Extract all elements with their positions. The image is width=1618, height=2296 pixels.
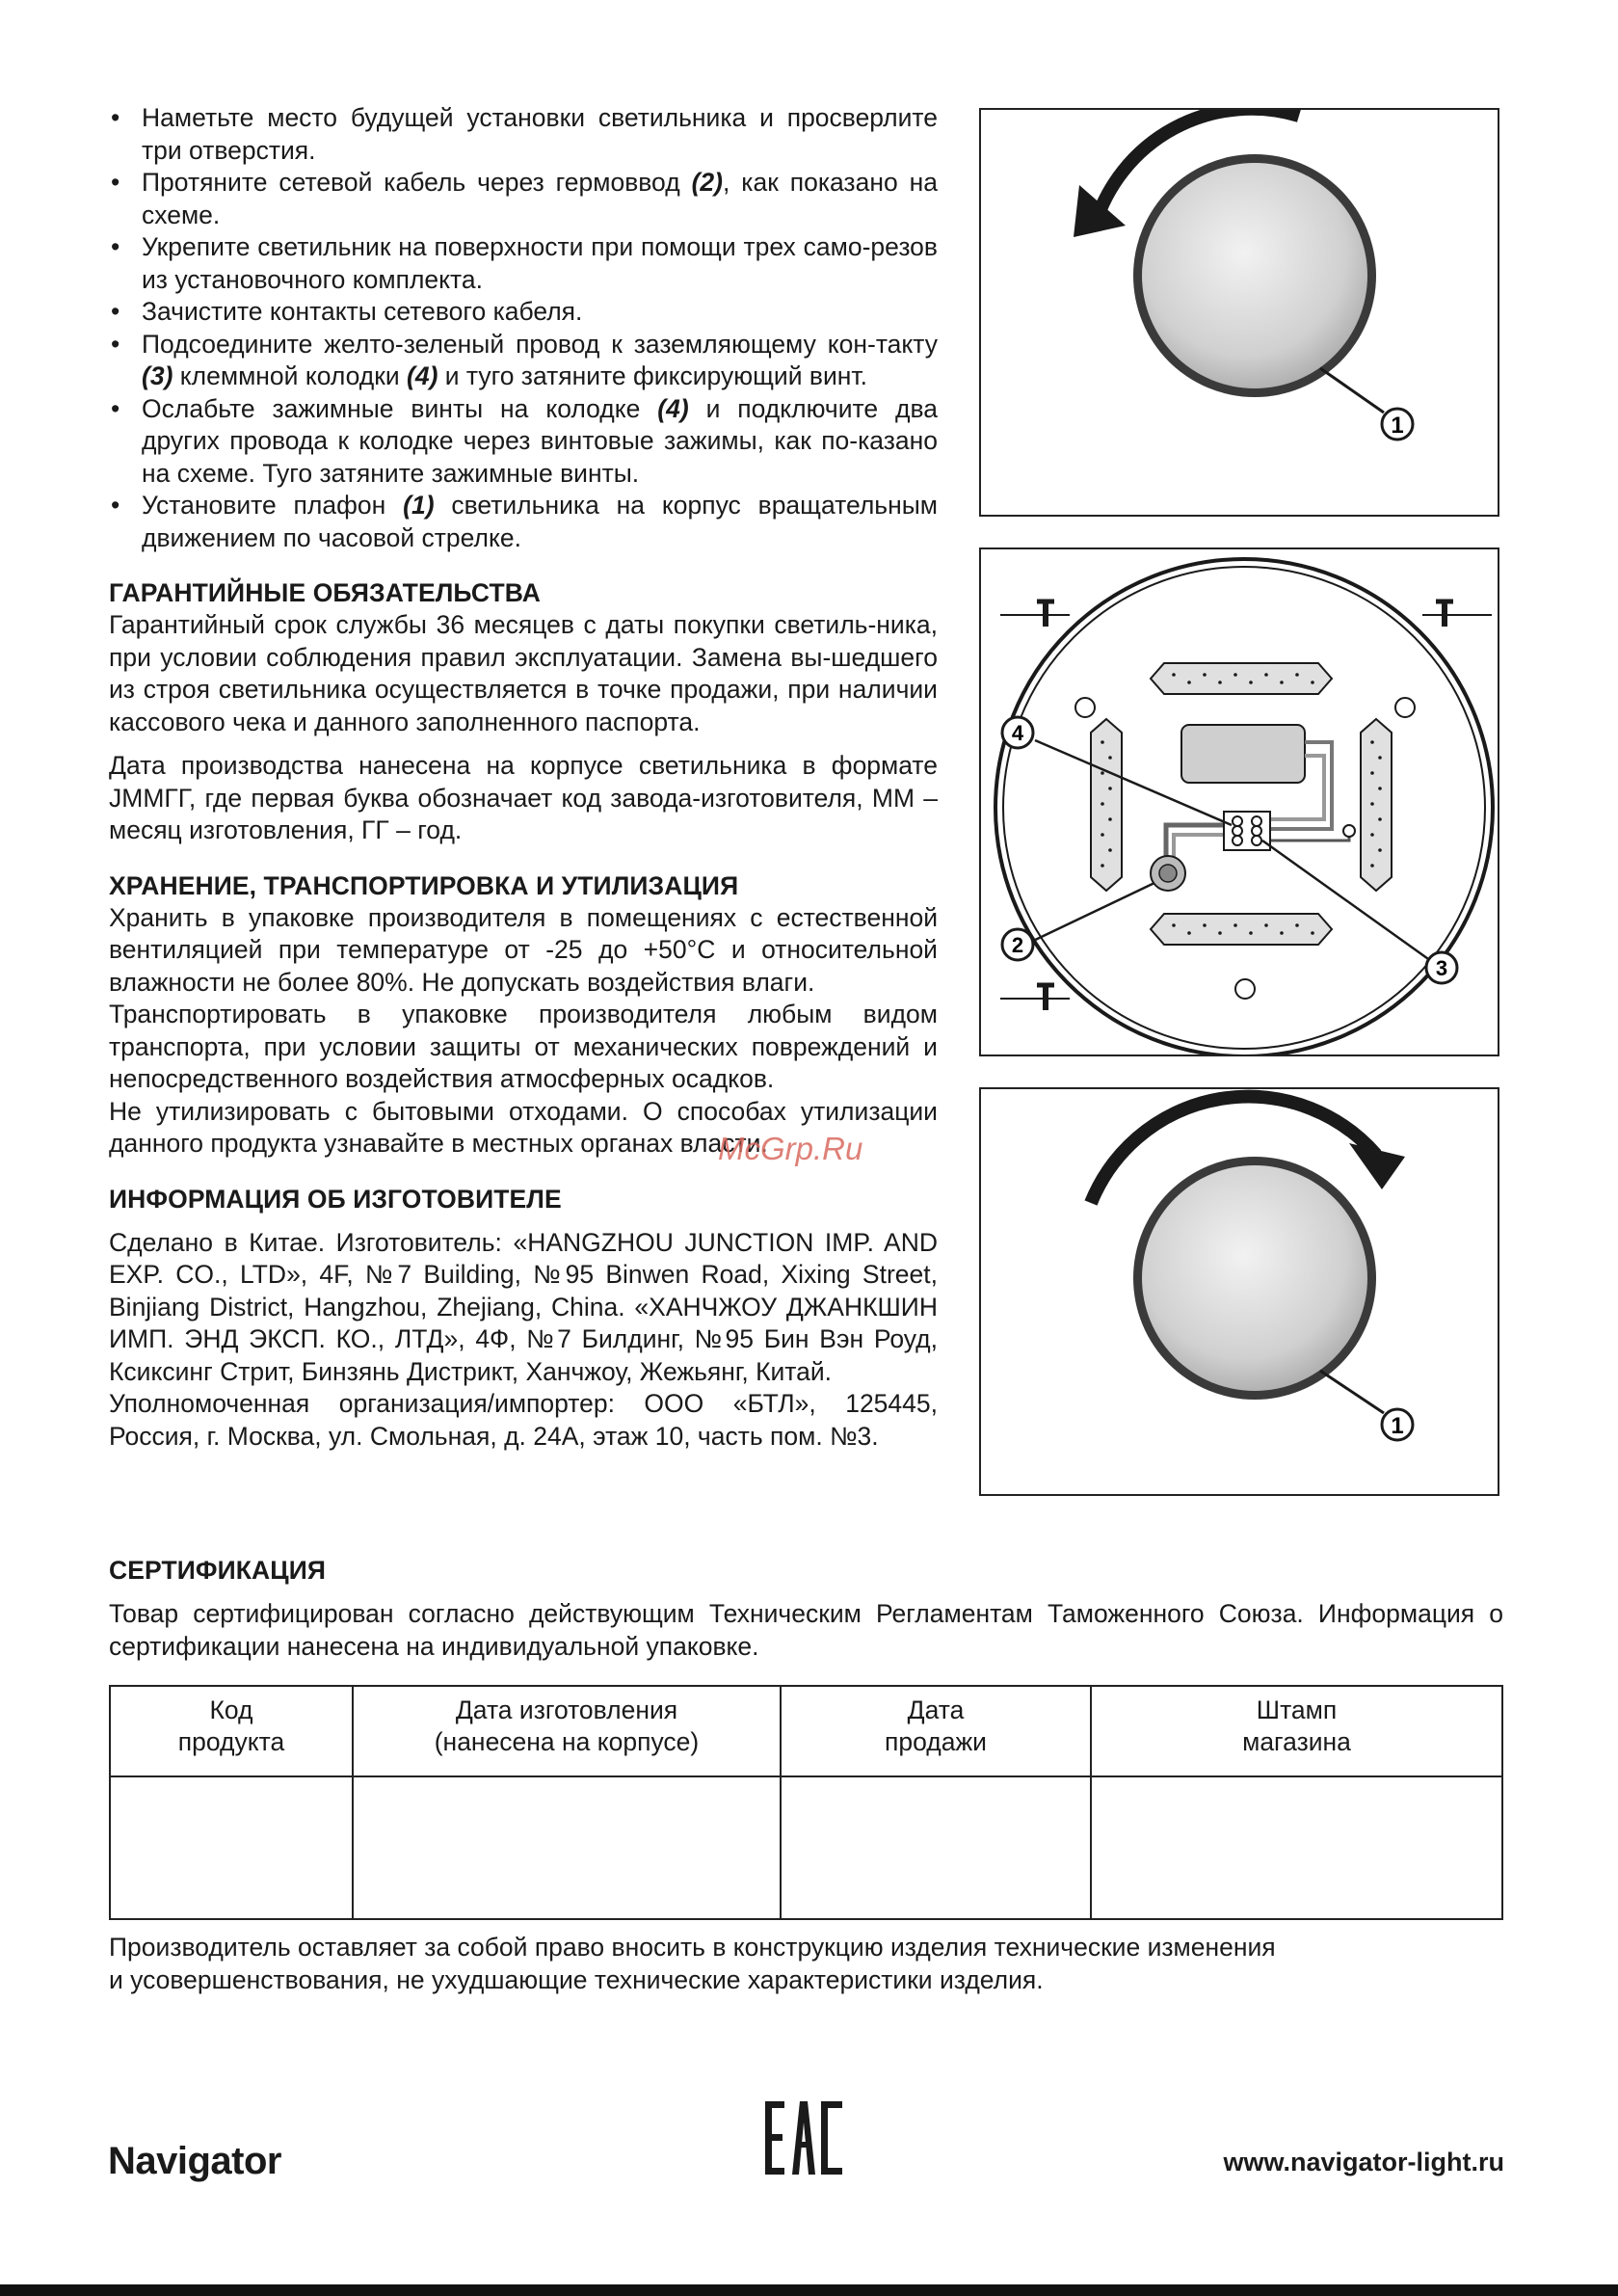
callout-1 xyxy=(1382,1409,1413,1440)
list-item: • Протяните сетевой кабель через гермоввод (2), как показано на схеме. xyxy=(109,167,938,231)
warranty-section xyxy=(109,577,938,847)
left-column xyxy=(109,102,938,1453)
svg-text:1: 1 xyxy=(1391,1413,1404,1439)
callout-3 xyxy=(1426,952,1457,983)
website-link[interactable]: www.navigator-light.ru xyxy=(1223,2148,1504,2176)
importer-text: Уполномоченная организация/импортер: ООО «БТЛ», 125445, Россия, г. Москва, ул. Смольная, д. 24А, этаж 10, часть пом. №3. xyxy=(109,1389,938,1451)
transport-text: Транспортировать в упаковке производителя любым видом транспорта, при условии защиты от механических повреждений и непосредственного воздействия атмосферных осадков. xyxy=(109,1000,938,1093)
list-item: • Укрепите светильник на поверхности при помощи трех само-резов из установочного комплекта. xyxy=(109,231,938,296)
rotate-ccw-arrow-icon xyxy=(1074,185,1126,237)
warranty-title: ГАРАНТИЙНЫЕ ОБЯЗАТЕЛЬСТВА xyxy=(109,578,541,607)
cell-product-code[interactable] xyxy=(110,1776,353,1919)
table-row xyxy=(110,1776,1502,1919)
storage-section xyxy=(109,870,938,1161)
certification-title: СЕРТИФИКАЦИЯ xyxy=(109,1556,327,1585)
svg-text:1: 1 xyxy=(1391,413,1404,439)
list-item: • Подсоедините желто-зеленый провод к заземляющему кон-такту (3) клеммной колодки (4) и туго затяните фиксирующий винт. xyxy=(109,329,938,393)
cell-manufacture-date[interactable] xyxy=(353,1776,781,1919)
warranty-card-table xyxy=(109,1685,1503,1920)
svg-text:2: 2 xyxy=(1011,933,1024,957)
installation-steps xyxy=(109,102,938,554)
header-manufacture-date: Дата изготовления (нанесена на корпусе) xyxy=(353,1686,781,1776)
list-item: • Ослабьте зажимные винты на колодке (4) и подключите два других провода к колодке через винтовые зажимы, как по-казано на схеме. Туго затяните зажимные винты. xyxy=(109,393,938,491)
warranty-text: Гарантийный срок службы 36 месяцев с даты покупки светиль-ника, при условии соблюдения правил эксплуатации. Замена вы-шедшего из строя светильника осуществляется в точке продажи, при наличии кассового чека и данного заполненного паспорта. xyxy=(109,610,938,736)
manufacturer-section xyxy=(109,1184,938,1454)
header-store-stamp: Штамп магазина xyxy=(1091,1686,1502,1776)
header-sale-date: Дата продажи xyxy=(781,1686,1091,1776)
table-header-row xyxy=(110,1686,1502,1776)
disclaimer-line-2: и усовершенствования, не ухудшающие технические характеристики изделия. xyxy=(109,1964,1044,1994)
callout-1 xyxy=(1382,409,1413,440)
cell-sale-date[interactable] xyxy=(781,1776,1091,1919)
watermark: McGrp.Ru xyxy=(718,1131,863,1166)
callout-2 xyxy=(1002,929,1033,960)
certification-text: Товар сертифицирован согласно действующим Техническим Регламентам Таможенного Союза. Информация о сертификации нанесена на индивидуальной упаковке. xyxy=(109,1599,1503,1661)
certification-section xyxy=(109,1555,1503,1663)
header-product-code: Код продукта xyxy=(110,1686,353,1776)
disposal-text: Не утилизировать с бытовыми отходами. О способах утилизации данного продукта узнавайте в местных органах власти. xyxy=(109,1096,938,1158)
eac-mark-icon xyxy=(763,2099,844,2181)
manufacturer-text: Сделано в Китае. Изготовитель: «HANGZHOU JUNCTION IMP. AND EXP. CO., LTD», 4F, №7 Building, №95 Binwen Road, Xixing Street, Binjiang District, Hangzhou, Zhejiang, China. «ХАНЧЖОУ ДЖАНКШИН ИМП. ЭНД ЭКСП. КО., ЛТД», 4Ф, №7 Билдинг, №95 Бин Вэн Роуд, Ксиксинг Стрит, Бинзянь Дистрикт, Ханчжоу, Жежьянг, Китай. xyxy=(109,1227,938,1386)
bottom-edge xyxy=(0,2284,1618,2296)
svg-text:3: 3 xyxy=(1435,956,1448,980)
brand-logo: Navigator xyxy=(108,2140,281,2182)
list-item: • Зачистите контакты сетевого кабеля. xyxy=(109,296,938,329)
storage-text: Хранить в упаковке производителя в помещениях с естественной вентиляцией при температуре от -25 до +50°С и относительной влажности не более 80%. Не допускать воздействия влаги. xyxy=(109,902,938,997)
list-item: • Установите плафон (1) светильника на корпус вращательным движением по часовой стрелке. xyxy=(109,490,938,554)
list-item: • Наметьте место будущей установки светильника и просверлите три отверстия. xyxy=(109,102,938,167)
manufacturer-title: ИНФОРМАЦИЯ ОБ ИЗГОТОВИТЕЛЕ xyxy=(109,1184,562,1214)
cell-store-stamp[interactable] xyxy=(1091,1776,1502,1919)
rotate-cw-arrow-icon xyxy=(1349,1143,1405,1189)
storage-title: ХРАНЕНИЕ, ТРАНСПОРТИРОВКА И УТИЛИЗАЦИЯ xyxy=(109,870,739,900)
figure-wiring xyxy=(979,547,1499,1056)
callout-4 xyxy=(1002,717,1033,748)
production-date-text: Дата производства нанесена на корпусе светильника в формате JMMГГ, где первая буква обозначает код завода-изготовителя, MM – месяц изготовления, ГГ – год. xyxy=(109,751,938,844)
figure-install-shade xyxy=(979,1087,1499,1496)
figure-remove-shade xyxy=(979,108,1499,517)
svg-text:4: 4 xyxy=(1011,721,1024,745)
disclaimer xyxy=(109,1932,1503,1996)
disclaimer-line-1: Производитель оставляет за собой право вносить в конструкцию изделия технические изменения xyxy=(109,1933,1276,1962)
